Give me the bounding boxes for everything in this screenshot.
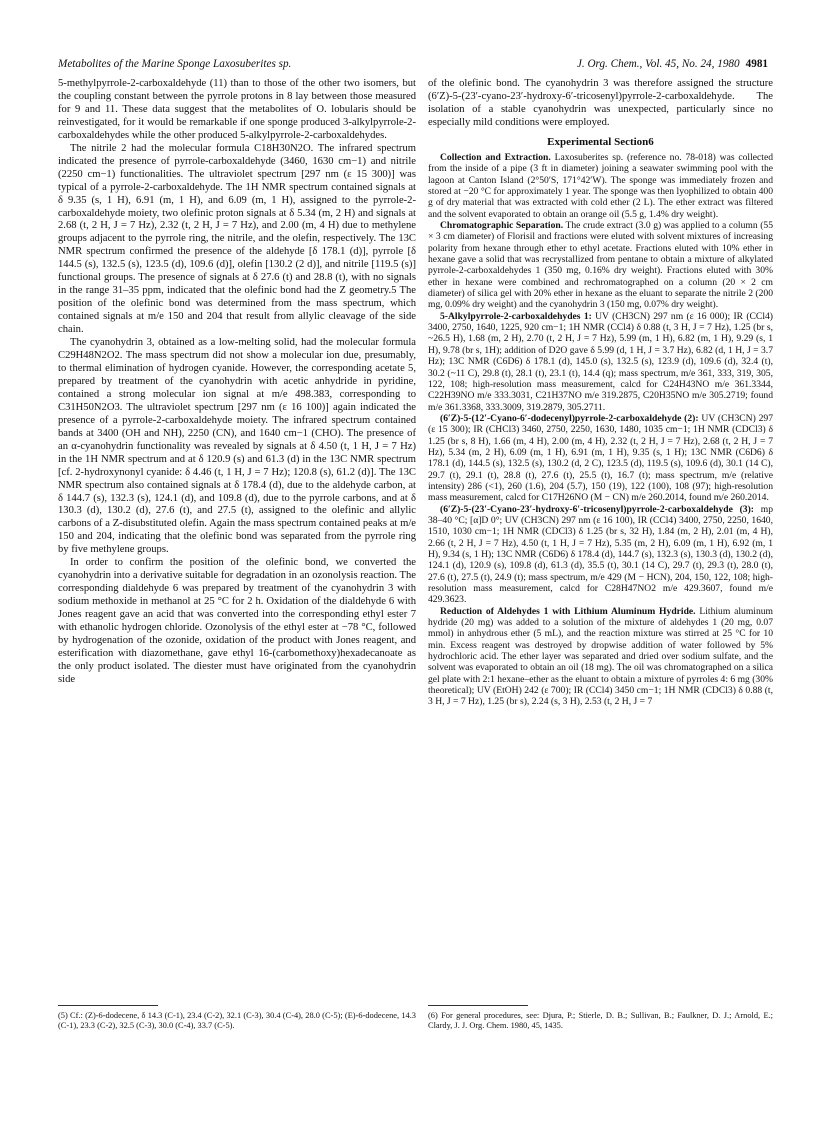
right-column — [428, 78, 773, 708]
experimental-paragraph — [428, 504, 773, 606]
experimental-paragraph — [428, 152, 773, 220]
experimental-paragraph — [428, 606, 773, 708]
run-in-heading: 5-Alkylpyrrole-2-carboxaldehydes 1: — [440, 310, 592, 322]
paragraph: The nitrile 2 had the molecular formula C18H30N2O. The infrared spectrum indicated the presence of pyrrole-carboxaldehyde (3460, 1630 cm−1) and nitrile (2250 cm−1) functionalities. The ultraviolet spectrum [297 nm (ε 15 300)] was typical of a pyrrole-2-carboxaldehyde. The 1H NMR spectrum contained signals at δ 9.35 (s, 1 H), 6.91 (m, 1 H), and 6.09 (m, 1 H), assigned to the pyrrole-2-carboxaldehyde moiety, two olefinic proton signals at δ 5.34 (m, 2 H) and signals at 2.68 (t, 2 H, J = 7 Hz), 2.32 (t, 2 H, J = 7 Hz), and 2.00 (m, 4 H) due to methylene groups adjacent to the pyrrole ring, the nitrile, and the olefin, respectively. The 13C NMR spectrum confirmed the presence of the aldehyde [δ 178.1 (d)], pyrrole [δ 144.5 (s), 132.5 (s), 123.5 (d), 109.6 (d)], olefin [130.2 (2 d)], and nitrile [119.5 (s)] functional groups. The presence of signals at δ 27.6 (t) and 28.8 (t), with no signals in the range 31–35 ppm, indicated that the olefinic bond had the Z geometry.5 The position of the olefinic bond was determined from the mass spectrum, which contained signals at m/e 150 and 204 that result from allylic cleavage of the side chain. — [58, 142, 416, 336]
run-in-heading: Collection and Extraction. — [440, 151, 551, 163]
footnote-divider — [58, 1005, 158, 1006]
paragraph: of the olefinic bond. The cyanohydrin 3 was therefore assigned the structure (6′Z)-5-(23′-cyano-23′-hydroxy-6′-tricosenyl)pyrrole-2-carboxaldehyde. The isolation of a stable cyanohydrin was unexpected, particularly since no especially mild conditions were employed. — [428, 78, 773, 128]
paragraph-body: mp 38–40 °C; [α]D 0°; UV (CH3CN) 297 nm (ε 16 100), IR (CCl4) 3400, 2750, 2250, 1640, 1510, 1030 cm−1; 1H NMR (CDCl3) δ 1.25 (br s, 32 H), 1.84 (m, 2 H), 2.01 (m, 4 H), 2.66 (t, 2 H, J = 7 Hz), 4.50 (t, 1 H, J = 7 Hz), 5.35 (m, 2 H), 6.09 (m, 1 H), 6.92 (m, 1 H), 9.34 (s, 1 H); 13C NMR (C6D6) δ 178.4 (d), 144.7 (s), 132.3 (s), 130.3 (d), 130.2 (d), 124.1 (d), 120.9 (s), 109.8 (d), 61.3 (d), 35.5 (t), 30.1 (14 C), 29.7 (t), 29.3 (t), 28.0 (t), 27.6 (t), 27.5 (t), 24.9 (t); mass spectrum, m/e 429 (M − HCN), 204, 150, 122, 108; high-resolution mass measurement, calcd for C28H47NO2 m/e 429.3607, found m/e 429.3623. — [428, 503, 773, 606]
section-heading: Experimental Section6 — [547, 135, 654, 148]
journal-citation — [577, 58, 768, 70]
paragraph: In order to confirm the position of the olefinic bond, we converted the cyanohydrin into a derivative suitable for degradation in an ozonolysis reaction. The corresponding dialdehyde 6 was prepared by treatment of the cyanohydrin 3 with sodium methoxide in methanol at 25 °C for 2 h. Oxidation of the dialdehyde 6 with Jones reagent gave an acid that was converted into the corresponding ethyl ester 7 with ethanolic hydrogen chloride. Ozonolysis of the ethyl ester at −78 °C, followed by hydrogenation of the ozonide, oxidation of the product with Jones reagent, and esterification with diazomethane, gave ethyl 16-(carbomethoxy)hexadecanoate as the only product isolated. The diester must have originated from the cyanohydrin side — [58, 557, 416, 685]
run-in-heading: (6′Z)-5-(12′-Cyano-6′-dodecenyl)pyrrole-2-carboxaldehyde (2): — [440, 412, 699, 424]
run-in-heading: Reduction of Aldehydes 1 with Lithium Aluminum Hydride. — [440, 605, 696, 617]
paragraph-body: UV (CH3CN) 297 (ε 15 300); IR (CHCl3) 3460, 2750, 2250, 1630, 1480, 1035 cm−1; 1H NMR (CDCl3) δ 1.25 (br s, 8 H), 1.66 (m, 4 H), 2.00 (m, 4 H), 2.32 (t, 2 H, J = 7 Hz), 2.68 (t, 2 H, J = 7 Hz), 5.34 (m, 2 H), 6.09 (m, 1 H), 6.91 (m, 1 H), 9.35 (s, 1 H); 13C NMR (C6D6) δ 178.1 (d), 144.5 (s), 132.5 (s), 130.2 (d, 2 C), 123.5 (d), 119.5 (s), 109.6 (d), 30.1 (14 C), 29.7 (t), 29.1 (t), 28.8 (t), 27.6 (t), 25.5 (t), 16.7 (t); mass spectrum, m/e (relative intensity) 286 (<1), 260 (1.6), 204 (5.7), 150 (19), 122 (100), 108 (97); high-resolution mass measurement, calcd for C17H26NO (M − CN) m/e 260.2014, found m/e 260.2014. — [428, 412, 773, 504]
footnote-5: (5) Cf.: (Z)-6-dodecene, δ 14.3 (C-1), 23.4 (C-2), 32.1 (C-3), 30.4 (C-4), 28.0 (C-5); (E)-6-dodecene, 14.3 (C-1), 23.3 (C-2), 32.5 (C-3), 30.0 (C-4), 33.7 (C-5). — [58, 1011, 416, 1030]
experimental-paragraph — [428, 220, 773, 311]
left-column — [58, 78, 416, 687]
run-in-heading: Chromatographic Separation. — [440, 220, 564, 232]
experimental-paragraph — [428, 311, 773, 413]
experimental-paragraph — [428, 413, 773, 504]
running-header — [58, 58, 768, 76]
paragraph: The cyanohydrin 3, obtained as a low-melting solid, had the molecular formula C29H48N2O2. The mass spectrum did not show a molecular ion due, presumably, to thermal elimination of hydrogen cyanide. However, the corresponding acetate 5, prepared by treatment of the cyanohydrin with acetic anhydride in pyridine, contained a strong molecular ion signal at m/e 498.383, corresponding to C31H50N2O3. The ultraviolet spectrum [297 nm (ε 16 100)] again indicated the presence of a pyrrole-2-carboxaldehyde moiety. The infrared spectrum contained bands at 3400 (OH and NH), 2250 (CN), and 1640 cm−1 (CHO). The presence of an α-cyanohydrin functionality was revealed by signals at δ 4.50 (t, 1 H, J = 7 Hz) in the 1H NMR spectrum and at δ 120.9 (s) and 61.3 (d) in the 13C NMR spectrum [cf. 2-hydroxynonyl cyanide: δ 4.46 (t, 1 H, J = 7 Hz); 120.8 (s), 61.2 (d)]. The 13C NMR spectrum also contained signals at δ 178.4 (d), due to the aldehyde carbon, at δ 144.7 (s), 132.3 (s), 124.1 (d), and 109.8 (d), due to the pyrrole carbons, and at δ 130.3 (d), 130.2 (d), 27.6 (t), and 27.5 (t), assigned to the olefinic and allylic carbons of a Z-disubstituted olefin. Again the mass spectrum contained peaks at m/e 150 and 204, indicating that the olefinic bond was separated from the pyrrole ring by five methylene groups. — [58, 337, 416, 556]
paragraph-body: Laxosuberites sp. (reference no. 78-018) was collected from the inside of a pipe (3 ft in diameter) joining a seawater swimming pool with the lagoon at Canton Island (2°50′S, 171°42′W). The sponge was immediately frozen and stored at −20 °C for approximately 1 year. The sponge was then lyophilized to obtain 400 g of dry material that was extracted with cold ether (2 L). The ether extract was filtered and the solvent evaporated to obtain an orange oil (5.5 g, 1.4% dry weight). — [428, 151, 773, 220]
running-title: Metabolites of the Marine Sponge Laxosuberites sp. — [58, 58, 292, 70]
paragraph: 5-methylpyrrole-2-carboxaldehyde (11) than to those of the other two isomers, but the coupling constant between the pyrrole protons in 8 lay between those measured for 9 and 11. These data suggest that the metabolites of O. lobularis should be reinvestigated, for it would be remarkable if one sponge produced 3-alkylpyrrole-2-carboxaldehydes while the other produced 5-alkylpyrrole-2-carboxaldehydes. — [58, 78, 416, 141]
footnote-6: (6) For general procedures, see: Djura, P.; Stierle, D. B.; Sullivan, B.; Faulkner, D. J.; Arnold, E.; Clardy, J. J. Org. Chem. 1980, 45, 1435. — [428, 1011, 773, 1030]
journal-info: J. Org. Chem., Vol. 45, No. 24, 1980 — [576, 58, 740, 70]
paragraph-body: Lithium aluminum hydride (20 mg) was added to a solution of the mixture of aldehydes 1 (20 mg, 0.07 mmol) in anhydrous ether (5 mL), and the reaction mixture was stirred at 25 °C for 10 min. Excess reagent was destroyed by dropwise addition of water followed by 5% hydrochloric acid. The ether layer was separated and dried over sodium sulfate, and the solvent was evaporated to obtain an oil (18 mg). The oil was chromatographed on a silica gel plate with 2:1 hexane–ether as the eluant to obtain a mixture of pyrroles 4: 6 mg (30% theoretical); UV (EtOH) 242 (ε 700); IR (CCl4) 3450 cm−1; 1H NMR (CDCl3) δ 0.88 (t, 3 H, J = 7 Hz), 1.25 (br s), 2.24 (s, 3 H), 2.53 (t, 2 H, J = 7 — [428, 605, 774, 708]
run-in-heading: (6′Z)-5-(23′-Cyano-23′-hydroxy-6′-tricosenyl)pyrrole-2-carboxaldehyde (3): — [440, 503, 754, 515]
footnote-divider — [428, 1005, 528, 1006]
paragraph-body: UV (CH3CN) 297 nm (ε 16 000); IR (CCl4) 3400, 2750, 1640, 1225, 920 cm−1; 1H NMR (CCl4) δ 0.88 (t, 3 H, J = 7 Hz), 1.25 (br s, ~26.5 H), 1.68 (m, 2 H), 2.70 (t, 2 H, J = 7 Hz), 5.99 (m, 1 H), 6.82 (m, 1 H), 9.29 (s, 1 H), 9.78 (br s, 1H); addition of D2O gave δ 5.99 (d, 1 H, J = 3.7 Hz), 6.82 (d, 1 H, J = 3.7 Hz); 13C NMR (C6D6) δ 178.1 (d), 145.0 (s), 132.5 (s), 123.9 (d), 109.6 (d), 32.4 (t), 30.2 (~11 C), 29.8 (t), 28.1 (t), 23.1 (t), 14.4 (q); mass spectrum, m/e 361, 333, 319, 305, 122, 108; high-resolution mass measurement, calcd for C24H43NO m/e 361.3344, C22H39NO m/e 333.3031, C21H37NO m/e 319.2875, C20H35NO m/e 305.2719; found m/e 361.3368, 333.3009, 319.2879, 305.2711. — [428, 310, 773, 413]
page-number: 4981 — [745, 58, 768, 70]
paragraph-body: The crude extract (3.0 g) was applied to a column (55 × 3 cm diameter) of Florisil and fractions were eluted with solvent mixtures of increasing polarity from hexane through ether to ethyl acetate. Fractions eluted with 10% ether in hexane gave a solid that was recrystallized from pentane to obtain a mixture of alkylated pyrrole-2-carboxaldehydes 1 (350 mg, 0.16% dry weight). Fractions eluted with 30% ether in hexane were combined and rechromatographed on a column (20 × 2 cm diameter) of silica gel with 20% ether in hexane as the eluant to separate the nitrile 2 (200 mg, 0.09% dry weight) and the cyanohydrin 3 (150 mg, 0.07% dry weight). — [428, 220, 773, 311]
